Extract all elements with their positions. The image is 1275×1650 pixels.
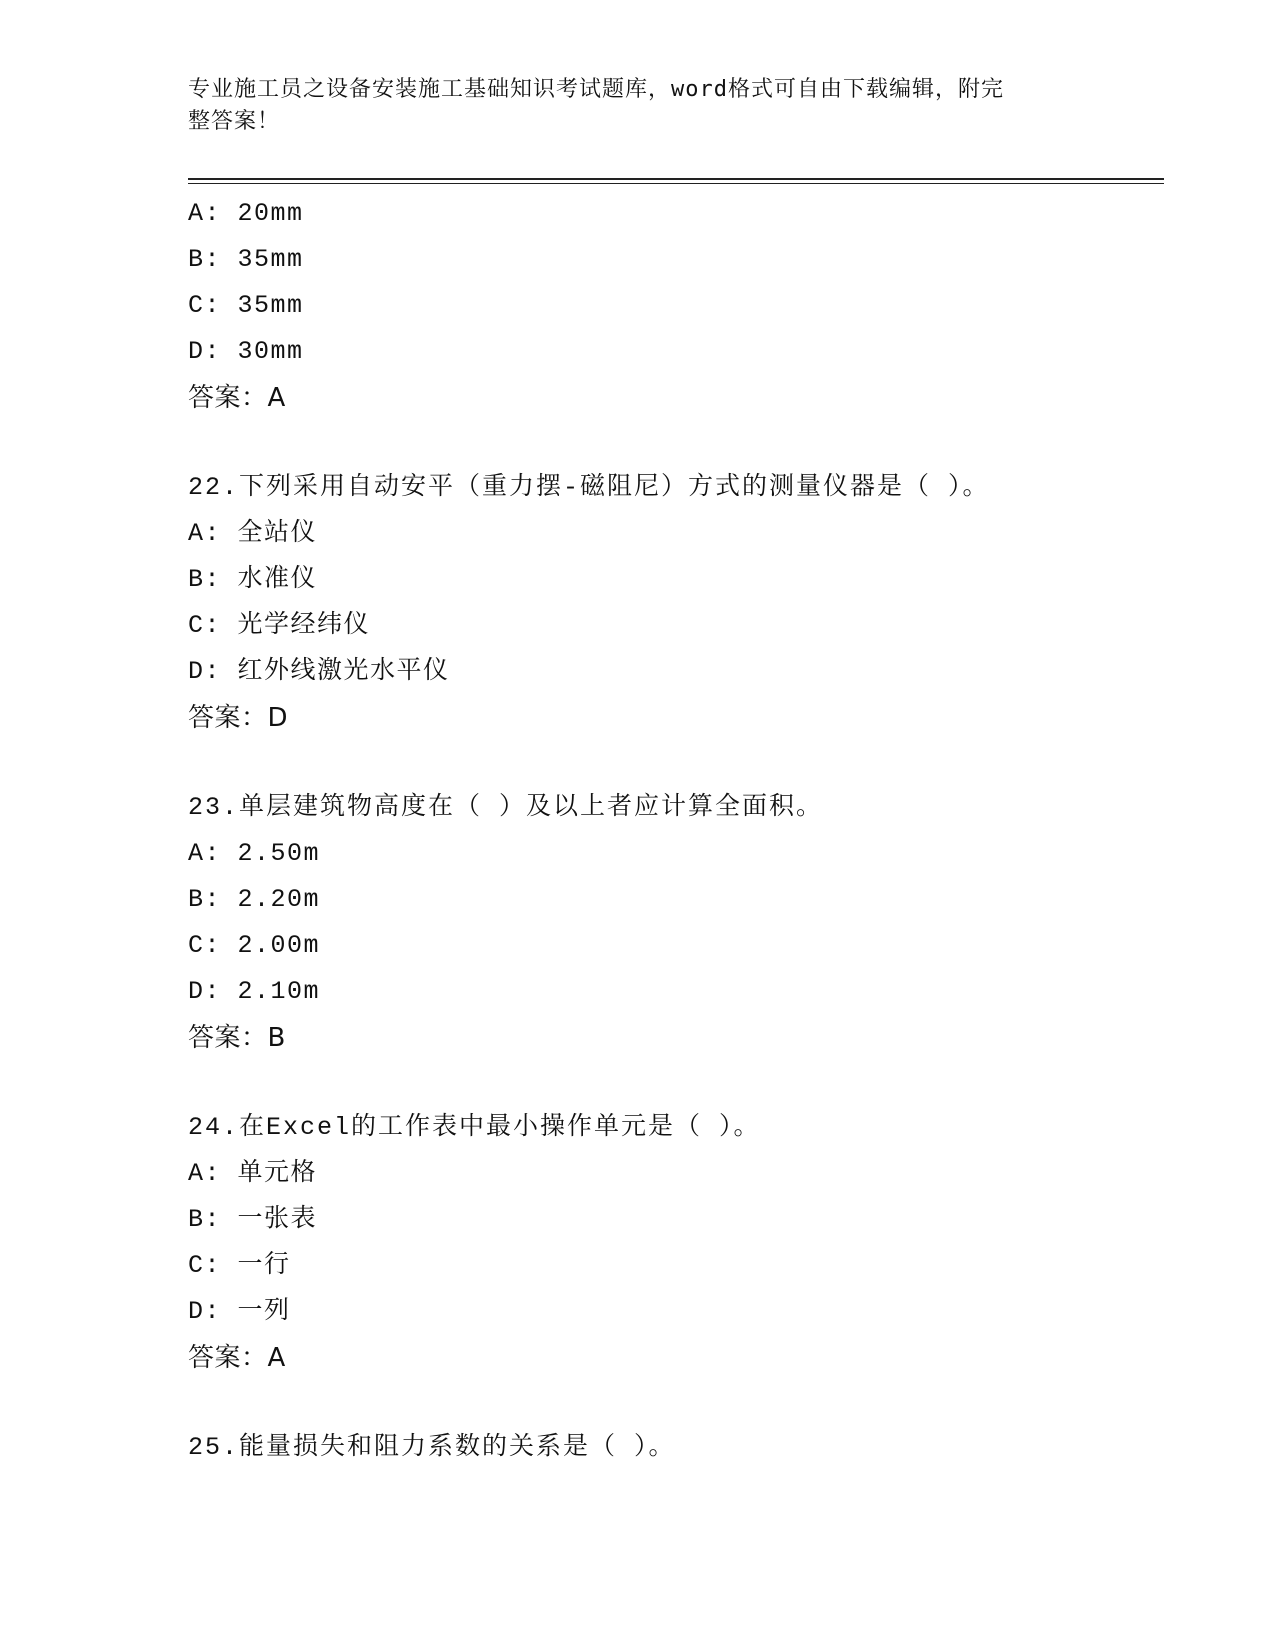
option-b: B: 2.20m	[188, 885, 321, 914]
option-b: B: 水准仪	[188, 565, 318, 594]
spacer	[188, 1381, 1164, 1425]
option-d: D: 2.10m	[188, 977, 321, 1006]
option-b: B: 一张表	[188, 1205, 318, 1234]
question-24-block	[188, 1105, 1164, 1381]
option-a: A: 20mm	[188, 199, 304, 228]
option-b: B: 35mm	[188, 245, 304, 274]
option-d: D: 一列	[188, 1297, 291, 1326]
header-divider-thick	[188, 178, 1164, 180]
spacer	[188, 421, 1164, 465]
option-c: C: 2.00m	[188, 931, 321, 960]
question-25-block	[188, 1425, 1164, 1471]
option-c: C: 一行	[188, 1251, 291, 1280]
answer-line: 答案：D	[188, 703, 289, 733]
answer-line: 答案：A	[188, 383, 286, 413]
answer-line: 答案：B	[188, 1023, 286, 1053]
option-d: D: 红外线激光水平仪	[188, 657, 450, 686]
answer-line: 答案：A	[188, 1343, 286, 1373]
option-a: A: 全站仪	[188, 519, 318, 548]
document-header	[188, 74, 1088, 138]
question-text: 25.能量损失和阻力系数的关系是（ ）。	[188, 1433, 676, 1462]
spacer	[188, 741, 1164, 785]
question-23-block	[188, 785, 1164, 1061]
header-line-1: 专业施工员之设备安装施工基础知识考试题库，word格式可自由下载编辑，附完	[188, 77, 1004, 102]
question-22-block	[188, 465, 1164, 741]
question-text: 24.在Excel的工作表中最小操作单元是（ ）。	[188, 1113, 761, 1142]
option-a: A: 单元格	[188, 1159, 318, 1188]
question-text: 22.下列采用自动安平（重力摆-磁阻尼）方式的测量仪器是（ ）。	[188, 473, 990, 502]
header-line-2: 整答案！	[188, 109, 281, 134]
question-list	[188, 191, 1164, 1471]
option-c: C: 35mm	[188, 291, 304, 320]
question-text: 23.单层建筑物高度在（ ）及以上者应计算全面积。	[188, 793, 824, 822]
spacer	[188, 1061, 1164, 1105]
question-21-block	[188, 191, 1164, 421]
option-c: C: 光学经纬仪	[188, 611, 371, 640]
option-a: A: 2.50m	[188, 839, 321, 868]
header-divider-thin	[188, 183, 1164, 184]
option-d: D: 30mm	[188, 337, 304, 366]
